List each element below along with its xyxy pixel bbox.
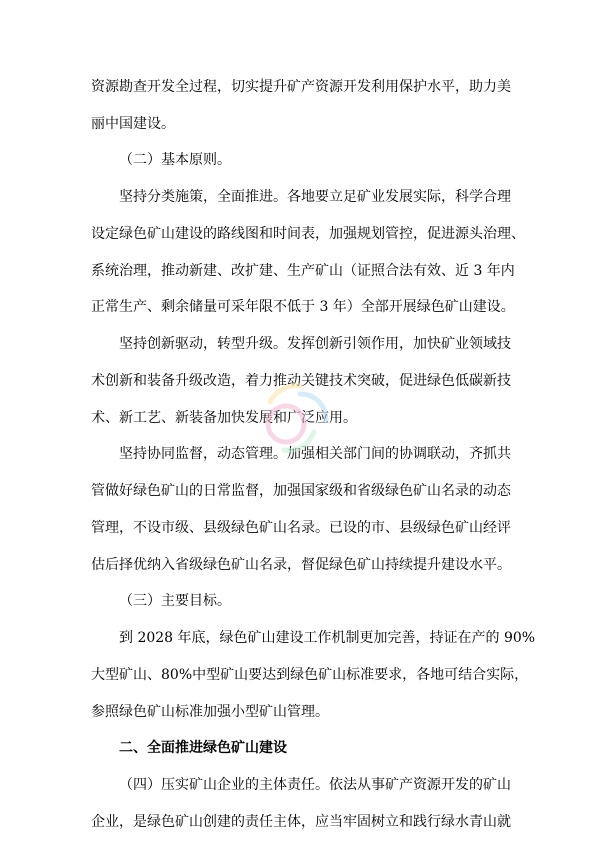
section-heading: 二、全面推进绿色矿山建设	[119, 740, 287, 756]
body-text-line: 管理，不设市级、县级绿色矿山名录。已设的市、县级绿色矿山经评	[91, 520, 511, 536]
body-text-line: 坚持协同监督，动态管理。加强相关部门间的协调联动，齐抓共	[119, 446, 511, 462]
body-text-line: 设定绿色矿山建设的路线图和时间表，加强规划管控，促进源头治理、	[91, 226, 525, 242]
body-text-line: 坚持创新驱动，转型升级。发挥创新引领作用，加快矿业领域技	[119, 336, 511, 352]
body-text-line: 管做好绿色矿山的日常监督，加强国家级和省级绿色矿山名录的动态	[91, 483, 511, 499]
body-text-line: 术、新工艺、新装备加快发展和广泛应用。	[91, 410, 357, 426]
body-text-line: 系统治理，推动新建、改扩建、生产矿山（证照合法有效、近 3 年内	[91, 263, 515, 279]
body-text-line: （四）压实矿山企业的主体责任。依法从事矿产资源开发的矿山	[119, 777, 511, 793]
section-subheading: （二）基本原则。	[119, 152, 231, 168]
body-text-line: 估后择优纳入省级绿色矿山名录，督促绿色矿山持续提升建设水平。	[91, 557, 511, 573]
body-text-line: 资源勘查开发全过程，切实提升矿产资源开发利用保护水平，助力美	[91, 79, 511, 95]
body-text-line: 术创新和装备升级改造，着力推动关键技术突破，促进绿色低碳新技	[91, 373, 511, 389]
section-subheading: （三）主要目标。	[119, 593, 231, 609]
body-text-line: 企业，是绿色矿山创建的责任主体，应当牢固树立和践行绿水青山就	[91, 814, 511, 830]
body-text-line: 坚持分类施策，全面推进。各地要立足矿业发展实际，科学合理	[119, 189, 511, 205]
body-text-line: 大型矿山、80%中型矿山要达到绿色矿山标准要求，各地可结合实际，	[91, 667, 529, 683]
body-text-line: 到 2028 年底，绿色矿山建设工作机制更加完善，持证在产的 90%	[119, 630, 536, 646]
body-text-line: 正常生产、剩余储量可采年限不低于 3 年）全部开展绿色矿山建设。	[91, 299, 515, 315]
body-text-line: 丽中国建设。	[91, 116, 175, 132]
body-text-line: 参照绿色矿山标准加强小型矿山管理。	[91, 704, 329, 720]
stamp-watermark-icon	[256, 372, 340, 462]
